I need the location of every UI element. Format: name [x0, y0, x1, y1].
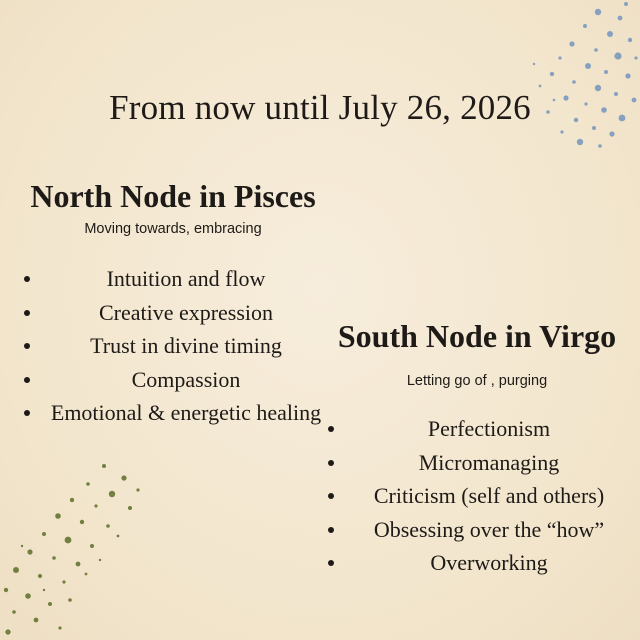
- list-item-text: Criticism (self and others): [373, 483, 605, 508]
- south-node-title: South Node in Virgo: [337, 318, 617, 354]
- bullet-icon: [24, 377, 30, 383]
- bullet-icon: [328, 426, 334, 432]
- list-item: [18, 396, 328, 430]
- north-node-section: [18, 174, 328, 430]
- bullet-icon: [328, 527, 334, 533]
- bullet-icon: [24, 310, 30, 316]
- list-item-text: Creative expression: [98, 299, 274, 325]
- list-item-text: Overworking: [430, 550, 548, 575]
- list-item: [18, 262, 328, 296]
- list-item: [18, 363, 328, 397]
- list-item: [318, 513, 636, 547]
- south-node-section: [318, 314, 636, 580]
- bullet-icon: [328, 460, 334, 466]
- list-item: [318, 546, 636, 580]
- bullet-icon: [328, 493, 334, 499]
- list-item-text: Obsessing over the “how”: [373, 516, 605, 542]
- north-node-title: North Node in Pisces: [30, 178, 316, 214]
- list-item-text: Intuition and flow: [106, 266, 266, 291]
- list-item-text: Micromanaging: [418, 449, 560, 475]
- bullet-icon: [24, 276, 30, 282]
- list-item: [318, 479, 636, 513]
- bullet-icon: [24, 410, 30, 416]
- list-item: [318, 412, 636, 446]
- list-item: [18, 329, 328, 363]
- list-item: [318, 446, 636, 480]
- south-node-subtitle: Letting go of , purging: [406, 373, 548, 389]
- list-item-text: Trust in divine timing: [90, 333, 282, 358]
- list-item-text: Emotional & energetic healing: [50, 400, 322, 425]
- list-item-text: Compassion: [131, 366, 241, 392]
- bullet-icon: [24, 343, 30, 349]
- south-node-list: [318, 412, 636, 580]
- north-node-list: [18, 262, 328, 430]
- north-node-subtitle: Moving towards, embracing: [84, 221, 262, 237]
- list-item-text: Perfectionism: [427, 416, 551, 441]
- list-item: [18, 296, 328, 330]
- page-title: From now until July 26, 2026: [109, 88, 531, 127]
- bullet-icon: [328, 560, 334, 566]
- green-splatter-bottom-left: [4, 464, 140, 635]
